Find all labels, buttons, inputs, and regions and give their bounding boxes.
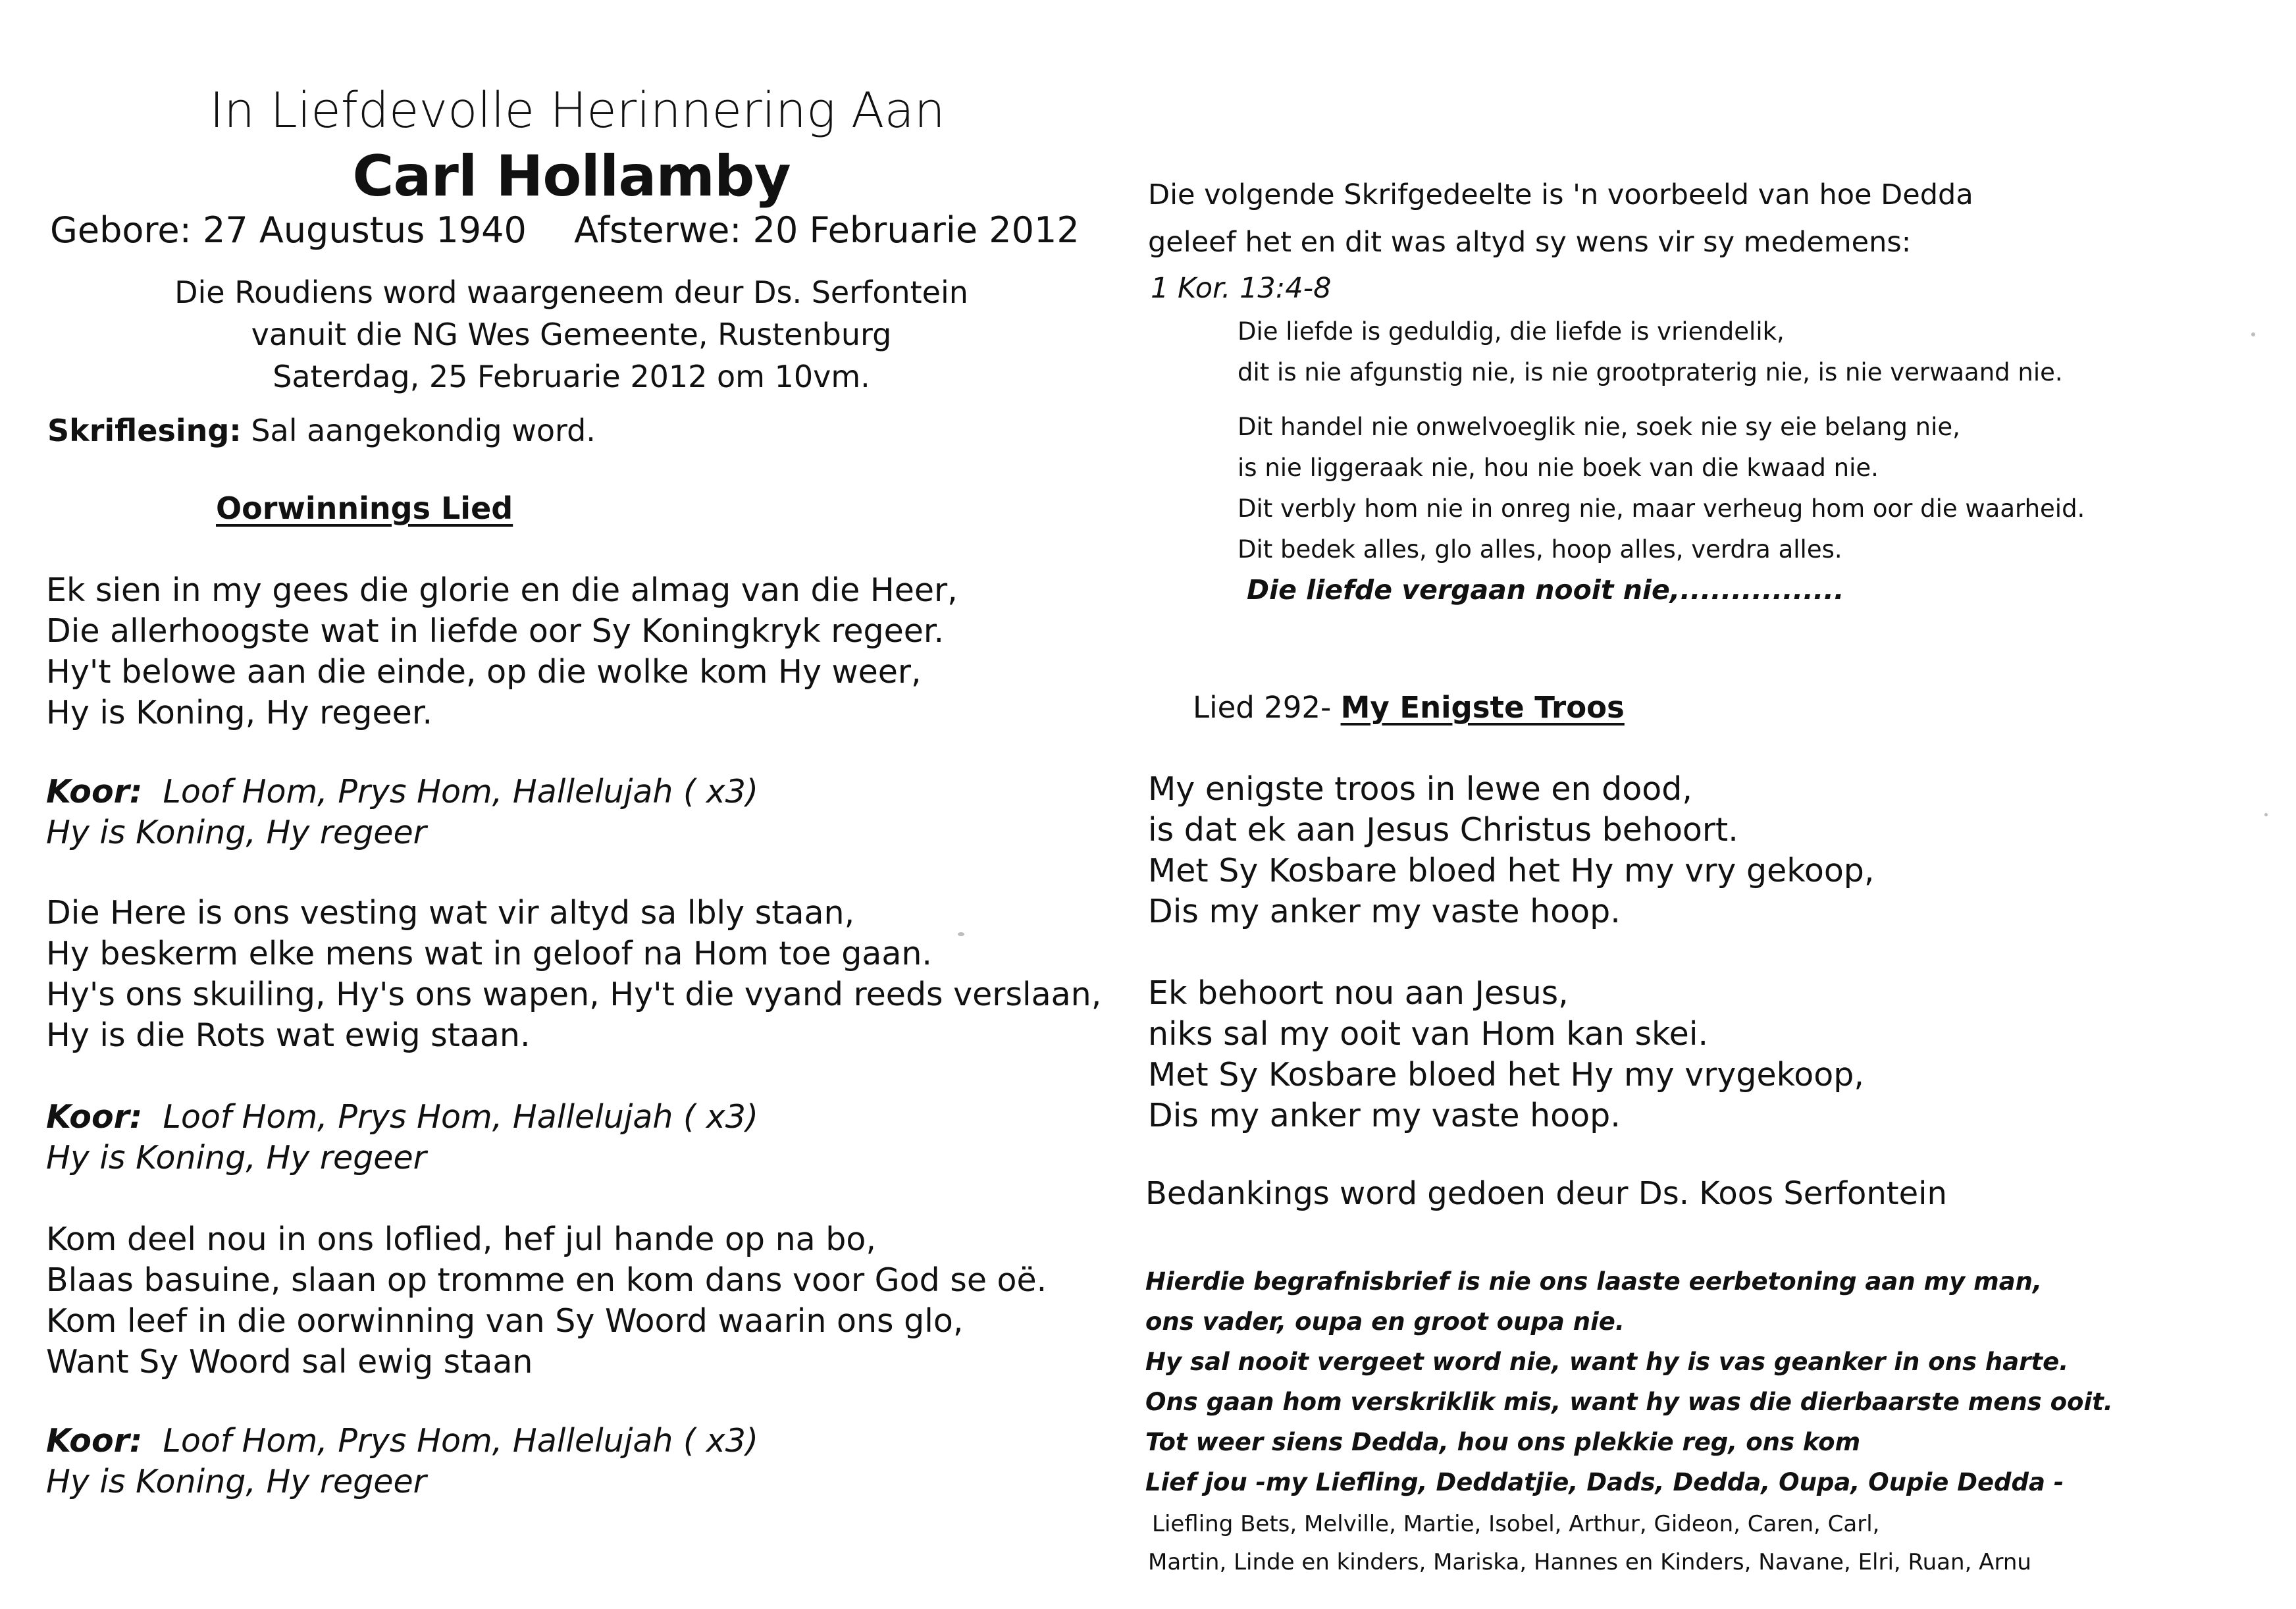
song2-heading [1193, 690, 1625, 725]
scripture-intro [1148, 171, 1973, 266]
chorus-line [46, 1421, 758, 1462]
life-dates [50, 209, 1080, 251]
lyric-line: Dis my anker my vaste hoop. [1148, 1097, 1621, 1134]
born-date: 27 Augustus 1940 [203, 209, 527, 251]
song2-title: My Enigste Troos [1340, 690, 1625, 725]
lyric-line: Die allerhoogste wat in liefde oor Sy Koningkryk regeer. [46, 612, 945, 650]
lyric-line: Met Sy Kosbare bloed het Hy my vrygekoop, [1148, 1056, 1864, 1094]
chorus-label: Koor: [46, 1098, 143, 1136]
song1-chorus [46, 772, 758, 853]
service-details [174, 271, 968, 398]
scripture-reading [47, 409, 596, 452]
lyric-line: Blaas basuine, slaan op tromme en kom dans voor God se oë. [46, 1261, 1047, 1299]
family-line: Liefling Bets, Melville, Martie, Isobel, Arthur, Gideon, Caren, Carl, [1152, 1511, 1880, 1537]
tribute-line: Lief jou -my Liefling, Deddatjie, Dads, Dedda, Oupa, Oupie Dedda - [1145, 1468, 2064, 1496]
scripture-line: Dit bedek alles, glo alles, hoop alles, verdra alles. [1238, 535, 1842, 564]
chorus-line [46, 1097, 758, 1138]
lyric-line: Ek sien in my gees die glorie en die almag van die Heer, [46, 571, 958, 609]
song1-verse3 [46, 1219, 1047, 1383]
lyric-line: Met Sy Kosbare bloed het Hy my vry gekoop, [1148, 852, 1875, 889]
deceased-name: Carl Hollamby [352, 144, 791, 209]
chorus-label: Koor: [46, 1422, 143, 1460]
lyric-line: Hy is Koning, Hy regeer. [46, 694, 433, 731]
died-label: Afsterwe: [574, 209, 742, 251]
song1-chorus [46, 1421, 758, 1502]
lyric-line: My enigste troos in lewe en dood, [1148, 770, 1692, 808]
intro-line: Die volgende Skrifgedeelte is 'n voorbeeld van hoe Dedda [1148, 178, 1973, 211]
song2-verse1 [1148, 769, 1874, 932]
service-line: vanuit die NG Wes Gemeente, Rustenburg [251, 317, 892, 352]
tribute-line: Hierdie begrafnisbrief is nie ons laaste eerbetoning aan my man, [1145, 1267, 2043, 1296]
chorus-line: Hy is Koning, Hy regeer [46, 814, 427, 851]
tribute-line: Tot weer siens Dedda, hou ons plekkie reg, ons kom [1145, 1428, 1861, 1456]
scan-speck [2264, 813, 2268, 816]
memorial-title: In Liefdevolle Herinnering Aan [209, 82, 945, 139]
lyric-line: Ek behoort nou aan Jesus, [1148, 974, 1569, 1012]
scripture-reference: 1 Kor. 13:4-8 [1151, 272, 1332, 305]
lyric-line: Dis my anker my vaste hoop. [1148, 893, 1621, 930]
chorus-line: Hy is Koning, Hy regeer [46, 1463, 427, 1500]
scripture-line: is nie liggeraak nie, hou nie boek van die kwaad nie. [1238, 454, 1879, 482]
lyric-line: Die Here is ons vesting wat vir altyd sa lbly staan, [46, 894, 855, 932]
chorus-text: Loof Hom, Prys Hom, Hallelujah ( x3) [163, 1098, 759, 1136]
family-line: Martin, Linde en kinders, Mariska, Hannes en Kinders, Navane, Elri, Ruan, Arnu [1148, 1549, 2031, 1575]
lyric-line: Hy's ons skuiling, Hy's ons wapen, Hy't die vyand reeds verslaan, [46, 976, 1102, 1013]
chorus-text: Loof Hom, Prys Hom, Hallelujah ( x3) [163, 773, 759, 810]
died-date: 20 Februarie 2012 [752, 209, 1080, 251]
scripture-line: Dit handel nie onwelvoeglik nie, soek nie sy eie belang nie, [1238, 413, 1960, 441]
song2-verse2 [1148, 973, 1864, 1136]
scripture-line: Dit verbly hom nie in onreg nie, maar verheug hom oor die waarheid. [1238, 494, 2085, 523]
service-line: Saterdag, 25 Februarie 2012 om 10vm. [273, 359, 870, 394]
chorus-line: Hy is Koning, Hy regeer [46, 1139, 427, 1176]
lyric-line: Hy beskerm elke mens wat in geloof na Hom toe gaan. [46, 935, 932, 972]
family-names [1148, 1505, 2031, 1581]
lyric-line: Kom deel nou in ons loflied, hef jul hande op na bo, [46, 1221, 876, 1258]
reading-text: Sal aangekondig word. [251, 413, 596, 448]
song1-verse2 [46, 893, 1101, 1056]
thanks-line: Bedankings word gedoen deur Ds. Koos Serfontein [1145, 1175, 1947, 1212]
scripture-closing: Die liefde vergaan nooit nie,................ [1247, 574, 1844, 606]
reading-label: Skriflesing: [47, 413, 242, 448]
scan-speck [2251, 332, 2255, 336]
song1-verse1 [46, 570, 958, 733]
lyric-line: Hy't belowe aan die einde, op die wolke kom Hy weer, [46, 653, 922, 691]
lyric-line: Kom leef in die oorwinning van Sy Woord waarin ons glo, [46, 1302, 964, 1340]
song1-chorus [46, 1097, 758, 1178]
chorus-line [46, 772, 758, 812]
song1-title: Oorwinnings Lied [216, 490, 513, 526]
scripture-text-a [1238, 311, 2063, 393]
scripture-line: Die liefde is geduldig, die liefde is vriendelik, [1238, 317, 1785, 346]
scripture-text-b [1238, 407, 2085, 570]
lyric-line: Want Sy Woord sal ewig staan [46, 1343, 533, 1381]
scripture-line: dit is nie afgunstig nie, is nie grootpraterig nie, is nie verwaand nie. [1238, 358, 2063, 386]
born-label: Gebore: [50, 209, 192, 251]
tribute-line: Ons gaan hom verskriklik mis, want hy was die dierbaarste mens ooit. [1145, 1388, 2113, 1416]
chorus-label: Koor: [46, 773, 143, 810]
tribute-line: Hy sal nooit vergeet word nie, want hy is vas geanker in ons harte. [1145, 1348, 2069, 1376]
lyric-line: Hy is die Rots wat ewig staan. [46, 1016, 531, 1054]
tribute-line: ons vader, oupa en groot oupa nie. [1145, 1307, 1625, 1336]
chorus-text: Loof Hom, Prys Hom, Hallelujah ( x3) [163, 1422, 759, 1460]
tribute-message [1145, 1261, 2113, 1502]
song2-prefix: Lied 292- [1193, 690, 1332, 725]
lyric-line: niks sal my ooit van Hom kan skei. [1148, 1015, 1709, 1053]
intro-line: geleef het en dit was altyd sy wens vir sy medemens: [1148, 226, 1912, 259]
service-line: Die Roudiens word waargeneem deur Ds. Serfontein [174, 275, 968, 310]
lyric-line: is dat ek aan Jesus Christus behoort. [1148, 811, 1738, 849]
